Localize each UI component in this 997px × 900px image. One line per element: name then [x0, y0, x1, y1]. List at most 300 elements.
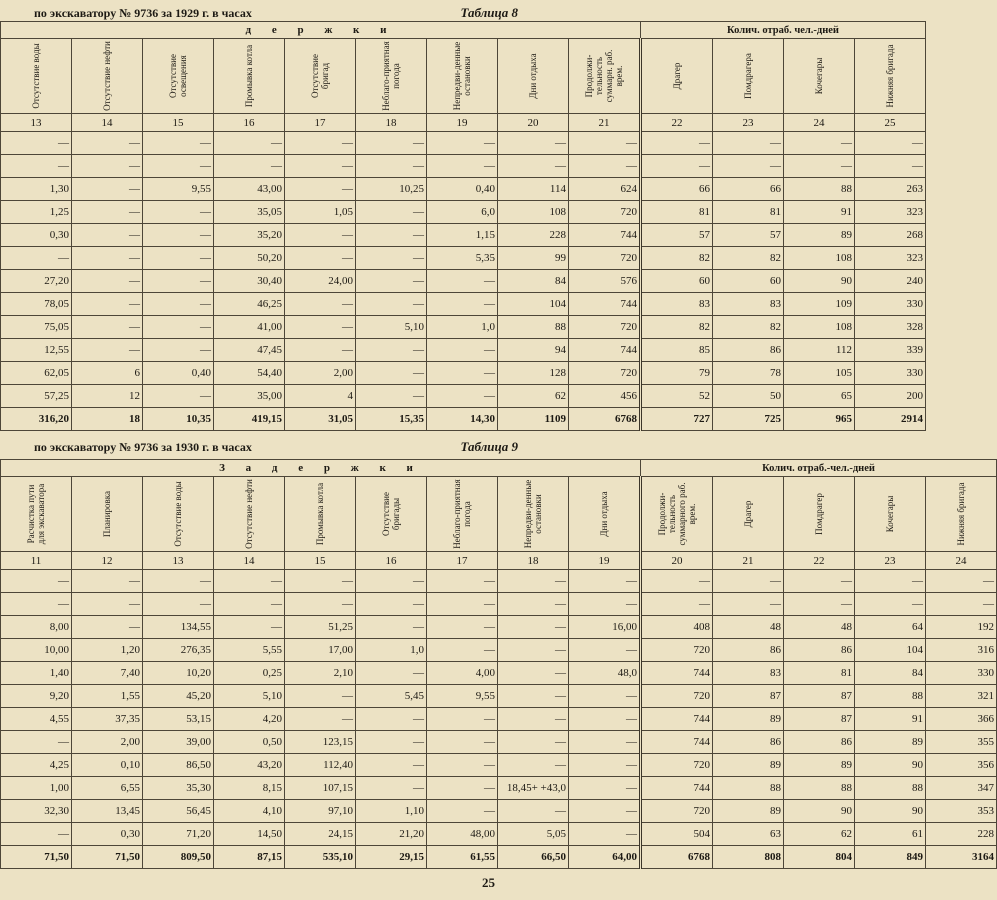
table-cell: 228 [926, 823, 997, 846]
table-cell: 60 [713, 270, 784, 293]
table-cell: — [569, 132, 641, 155]
column-number-row [1, 114, 926, 132]
table-cell: 88 [784, 178, 855, 201]
table-cell: 339 [855, 339, 926, 362]
table-cell: 86 [784, 639, 855, 662]
table-cell: — [143, 201, 214, 224]
table-cell: — [641, 155, 713, 178]
column-number: 22 [784, 552, 855, 570]
column-number-row [1, 552, 997, 570]
column-header-label: Кочегары [814, 57, 824, 95]
table-cell: 128 [498, 362, 569, 385]
column-header [784, 39, 855, 114]
column-number: 24 [926, 552, 997, 570]
table-cell: 720 [641, 800, 713, 823]
table-cell: 50 [713, 385, 784, 408]
table-cell: 24,00 [285, 270, 356, 293]
table-cell: 86 [784, 731, 855, 754]
table-cell: — [784, 155, 855, 178]
table-cell: — [72, 570, 143, 593]
column-number: 20 [498, 114, 569, 132]
table-row [1, 201, 926, 224]
table-cell: 88 [498, 316, 569, 339]
table-cell: 81 [641, 201, 713, 224]
table-cell: 504 [641, 823, 713, 846]
table-cell: 107,15 [285, 777, 356, 800]
table-cell: 65 [784, 385, 855, 408]
table-cell: 4,20 [214, 708, 285, 731]
column-header [855, 477, 926, 552]
table-cell: 14,50 [214, 823, 285, 846]
table-cell: — [143, 155, 214, 178]
table-cell: — [713, 155, 784, 178]
table-cell: 45,20 [143, 685, 214, 708]
table-cell: — [641, 593, 713, 616]
table-cell: 48,00 [427, 823, 498, 846]
table-cell: — [427, 293, 498, 316]
table-row [1, 385, 926, 408]
total-cell: 727 [641, 408, 713, 431]
table-cell: 1,15 [427, 224, 498, 247]
table-cell: 112,40 [285, 754, 356, 777]
table-cell: — [427, 132, 498, 155]
table-cell: 62 [498, 385, 569, 408]
table-cell: 408 [641, 616, 713, 639]
table-cell: — [356, 385, 427, 408]
table-cell: — [427, 570, 498, 593]
total-cell: 2914 [855, 408, 926, 431]
table-cell: 48,0 [569, 662, 641, 685]
table-cell: 0,50 [214, 731, 285, 754]
table-cell: — [498, 708, 569, 731]
table-row [1, 270, 926, 293]
table-cell: — [498, 662, 569, 685]
column-header-label: Неблаго-приятная погода [381, 40, 401, 111]
table-cell: — [498, 132, 569, 155]
table-cell: 720 [569, 201, 641, 224]
table-row [1, 731, 997, 754]
table-cell: 82 [641, 316, 713, 339]
table-cell: 323 [855, 247, 926, 270]
table-cell: 1,10 [356, 800, 427, 823]
table-cell: — [713, 132, 784, 155]
table-cell: 321 [926, 685, 997, 708]
column-number: 23 [855, 552, 926, 570]
table-cell: 624 [569, 178, 641, 201]
group-header-row [1, 22, 926, 39]
table-cell: 576 [569, 270, 641, 293]
table-cell: 91 [784, 201, 855, 224]
table-row [1, 293, 926, 316]
table-cell: 24,15 [285, 823, 356, 846]
table-cell: 240 [855, 270, 926, 293]
table-cell: 62,05 [1, 362, 72, 385]
column-header [713, 477, 784, 552]
table-row [1, 316, 926, 339]
table-cell: — [72, 293, 143, 316]
table-cell: — [356, 593, 427, 616]
table-cell: 0,40 [143, 362, 214, 385]
table-cell: 84 [855, 662, 926, 685]
table-cell: 83 [641, 293, 713, 316]
table-row [1, 823, 997, 846]
total-row [1, 846, 997, 869]
total-cell: 808 [713, 846, 784, 869]
group-header-row [1, 460, 997, 477]
table-cell: 316 [926, 639, 997, 662]
table-cell: 99 [498, 247, 569, 270]
table-row [1, 708, 997, 731]
table-cell: 13,45 [72, 800, 143, 823]
table-cell: 16,00 [569, 616, 641, 639]
table-cell: — [641, 132, 713, 155]
column-header [569, 477, 641, 552]
table-cell: 10,20 [143, 662, 214, 685]
table-cell: 8,15 [214, 777, 285, 800]
table9 [0, 459, 997, 869]
table-cell: 35,00 [214, 385, 285, 408]
table-cell: 47,45 [214, 339, 285, 362]
table-cell: 1,20 [72, 639, 143, 662]
table-cell: 86 [713, 639, 784, 662]
column-number: 15 [285, 552, 356, 570]
table8-caption: по экскаватору № 9736 за 1929 г. в часах [34, 6, 252, 20]
column-header [427, 39, 498, 114]
column-header-label: Расчистка пути для экскаватора [26, 483, 46, 544]
total-cell: 965 [784, 408, 855, 431]
total-cell: 6768 [641, 846, 713, 869]
table-cell: 134,55 [143, 616, 214, 639]
table-cell: — [427, 385, 498, 408]
column-header-label: Драгер [743, 500, 753, 528]
group-header-delays: д е р ж к и [1, 22, 641, 39]
column-header-label: Нижняя бригада [956, 482, 966, 546]
table-cell: — [285, 293, 356, 316]
table-cell: — [285, 155, 356, 178]
table-cell: 4,00 [427, 662, 498, 685]
total-cell: 71,50 [1, 846, 72, 869]
table-cell: 347 [926, 777, 997, 800]
table-cell: 200 [855, 385, 926, 408]
table-cell: 1,40 [1, 662, 72, 685]
total-row [1, 408, 926, 431]
table-cell: 27,20 [1, 270, 72, 293]
column-header [356, 477, 427, 552]
table-cell: 86 [713, 731, 784, 754]
table-cell: 89 [713, 800, 784, 823]
table-cell: — [143, 570, 214, 593]
table-row [1, 593, 997, 616]
column-header-label: Отсутствие бригад [310, 53, 330, 98]
table-cell: 57 [641, 224, 713, 247]
table-cell: — [356, 754, 427, 777]
table-cell: 192 [926, 616, 997, 639]
table-cell: 83 [713, 662, 784, 685]
table-cell: 744 [569, 339, 641, 362]
column-header [498, 39, 569, 114]
table-row [1, 247, 926, 270]
table-cell: 114 [498, 178, 569, 201]
table-cell: 63 [713, 823, 784, 846]
table-cell: 0,30 [1, 224, 72, 247]
column-header-label: Планировка [102, 490, 112, 538]
table-cell: — [569, 731, 641, 754]
total-cell: 6768 [569, 408, 641, 431]
column-header-label: Неблаго-приятная погода [452, 478, 472, 549]
table-cell: 1,55 [72, 685, 143, 708]
table-cell: 30,40 [214, 270, 285, 293]
table-cell: 1,05 [285, 201, 356, 224]
table-cell: 4,25 [1, 754, 72, 777]
table-cell: — [143, 593, 214, 616]
table-cell: — [855, 593, 926, 616]
column-header [641, 39, 713, 114]
table-cell: 366 [926, 708, 997, 731]
table-cell: — [356, 293, 427, 316]
table-cell: — [855, 155, 926, 178]
column-header-label: Промывка котла [244, 44, 254, 108]
table-row [1, 639, 997, 662]
table-cell: — [143, 132, 214, 155]
table-cell: — [356, 616, 427, 639]
table-cell: — [427, 777, 498, 800]
column-number: 25 [855, 114, 926, 132]
total-cell: 804 [784, 846, 855, 869]
column-header-label: Дни отдыха [599, 491, 609, 537]
table-cell: 1,0 [356, 639, 427, 662]
total-cell: 31,05 [285, 408, 356, 431]
table-cell: — [1, 823, 72, 846]
table-cell: — [569, 777, 641, 800]
table-cell: 35,20 [214, 224, 285, 247]
table-cell: 86,50 [143, 754, 214, 777]
table-cell: 37,35 [72, 708, 143, 731]
column-header [641, 477, 713, 552]
table-cell: — [285, 247, 356, 270]
total-cell: 15,35 [356, 408, 427, 431]
table-cell: 89 [713, 754, 784, 777]
table-cell: — [498, 754, 569, 777]
table-cell: — [356, 362, 427, 385]
table-cell: 21,20 [356, 823, 427, 846]
column-header-label: Отсутствие нефти [244, 479, 254, 549]
table-cell: — [427, 754, 498, 777]
table-cell: — [72, 178, 143, 201]
table-cell: 89 [713, 708, 784, 731]
table-cell: 87 [784, 708, 855, 731]
table-cell: 50,20 [214, 247, 285, 270]
total-cell: 14,30 [427, 408, 498, 431]
table-row [1, 132, 926, 155]
table-cell: 330 [926, 662, 997, 685]
table-cell: 71,20 [143, 823, 214, 846]
table-cell: 112 [784, 339, 855, 362]
table-cell: 720 [641, 754, 713, 777]
table-cell: — [356, 201, 427, 224]
table-cell: — [72, 616, 143, 639]
table-cell: — [1, 132, 72, 155]
column-header-label: Отсутствие нефти [102, 41, 112, 111]
table-cell: — [498, 685, 569, 708]
table-cell: — [143, 385, 214, 408]
table-cell: 51,25 [285, 616, 356, 639]
table-row [1, 685, 997, 708]
table-cell: — [713, 570, 784, 593]
total-cell: 87,15 [214, 846, 285, 869]
table-cell: — [784, 132, 855, 155]
table-cell: — [72, 201, 143, 224]
table-cell: 85 [641, 339, 713, 362]
column-number: 19 [569, 552, 641, 570]
table-cell: 1,25 [1, 201, 72, 224]
table-cell: — [143, 316, 214, 339]
table-row [1, 339, 926, 362]
table-cell: 18,45+ +43,0 [498, 777, 569, 800]
table-cell: — [356, 155, 427, 178]
table-cell: — [641, 570, 713, 593]
table-cell: — [926, 570, 997, 593]
table-cell: 87 [713, 685, 784, 708]
table-cell: — [569, 155, 641, 178]
table-cell: 7,40 [72, 662, 143, 685]
table-cell: — [285, 224, 356, 247]
column-header [498, 477, 569, 552]
table-cell: — [285, 339, 356, 362]
table-cell: — [427, 339, 498, 362]
table-row [1, 754, 997, 777]
table8-caption-bar [0, 4, 558, 22]
table-cell: 53,15 [143, 708, 214, 731]
column-header [214, 39, 285, 114]
column-header-label: Драгер [672, 62, 682, 90]
column-number: 13 [143, 552, 214, 570]
table-cell: — [569, 570, 641, 593]
table-cell: — [356, 731, 427, 754]
table-cell: 108 [784, 316, 855, 339]
table-cell: 48 [784, 616, 855, 639]
table-cell: 2,00 [72, 731, 143, 754]
table-cell: — [285, 685, 356, 708]
table-cell: — [784, 593, 855, 616]
table-cell: 84 [498, 270, 569, 293]
table-row [1, 155, 926, 178]
table-cell: — [72, 316, 143, 339]
table-cell: 4,55 [1, 708, 72, 731]
table-cell: 356 [926, 754, 997, 777]
table-cell: 328 [855, 316, 926, 339]
table-cell: — [569, 754, 641, 777]
column-header [784, 477, 855, 552]
table-cell: — [143, 270, 214, 293]
table-cell: 88 [855, 685, 926, 708]
table-cell: — [143, 293, 214, 316]
table-cell: 43,00 [214, 178, 285, 201]
table-cell: — [498, 731, 569, 754]
table-cell: 9,55 [427, 685, 498, 708]
table-cell: 720 [641, 685, 713, 708]
group-header-workdays: Колич. отраб.-чел.-дней [641, 460, 997, 477]
table-cell: 6 [72, 362, 143, 385]
table-cell: 109 [784, 293, 855, 316]
table-cell: — [427, 731, 498, 754]
table-cell: 5,55 [214, 639, 285, 662]
column-number: 13 [1, 114, 72, 132]
table-cell: — [356, 132, 427, 155]
table-cell: 88 [855, 777, 926, 800]
table-cell: — [285, 570, 356, 593]
table-cell: 66 [641, 178, 713, 201]
table-cell: 5,10 [214, 685, 285, 708]
column-number: 21 [713, 552, 784, 570]
table-cell: 720 [569, 247, 641, 270]
total-cell: 3164 [926, 846, 997, 869]
table-cell: — [1, 155, 72, 178]
column-header-label: Промывка котла [315, 482, 325, 546]
table-cell: 46,25 [214, 293, 285, 316]
table-cell: — [1, 593, 72, 616]
column-header [285, 39, 356, 114]
table-cell: — [569, 800, 641, 823]
table-cell: 8,00 [1, 616, 72, 639]
table-cell: 81 [784, 662, 855, 685]
table-cell: — [356, 662, 427, 685]
table-cell: 90 [784, 800, 855, 823]
total-cell: 29,15 [356, 846, 427, 869]
table-cell: — [356, 339, 427, 362]
table-cell: — [143, 224, 214, 247]
table-cell: 456 [569, 385, 641, 408]
column-number: 14 [72, 114, 143, 132]
table-cell: 10,00 [1, 639, 72, 662]
table-cell: 2,10 [285, 662, 356, 685]
table-cell: 5,35 [427, 247, 498, 270]
table-cell: 52 [641, 385, 713, 408]
column-header [713, 39, 784, 114]
table-cell: — [356, 708, 427, 731]
table-cell: 276,35 [143, 639, 214, 662]
table-cell: 57 [713, 224, 784, 247]
table-cell: — [143, 247, 214, 270]
column-number: 17 [285, 114, 356, 132]
table-cell: 17,00 [285, 639, 356, 662]
column-number: 21 [569, 114, 641, 132]
table-cell: 90 [855, 800, 926, 823]
table-cell: 330 [855, 362, 926, 385]
table-cell: — [72, 339, 143, 362]
table-cell: 89 [855, 731, 926, 754]
table-cell: — [569, 708, 641, 731]
total-cell: 18 [72, 408, 143, 431]
column-number: 15 [143, 114, 214, 132]
column-header-label: Помдрагера [743, 53, 753, 99]
table-cell: 41,00 [214, 316, 285, 339]
table-cell: — [569, 823, 641, 846]
total-cell: 64,00 [569, 846, 641, 869]
table-cell: 744 [641, 731, 713, 754]
table-cell: 62 [784, 823, 855, 846]
column-header [1, 477, 72, 552]
table-cell: — [569, 639, 641, 662]
table-cell: — [356, 570, 427, 593]
column-number: 22 [641, 114, 713, 132]
table-cell: 78 [713, 362, 784, 385]
table-cell: 78,05 [1, 293, 72, 316]
table-cell: 54,40 [214, 362, 285, 385]
table-cell: 12,55 [1, 339, 72, 362]
total-cell: 725 [713, 408, 784, 431]
table-cell: 10,25 [356, 178, 427, 201]
column-header-label: Кочегары [885, 495, 895, 533]
